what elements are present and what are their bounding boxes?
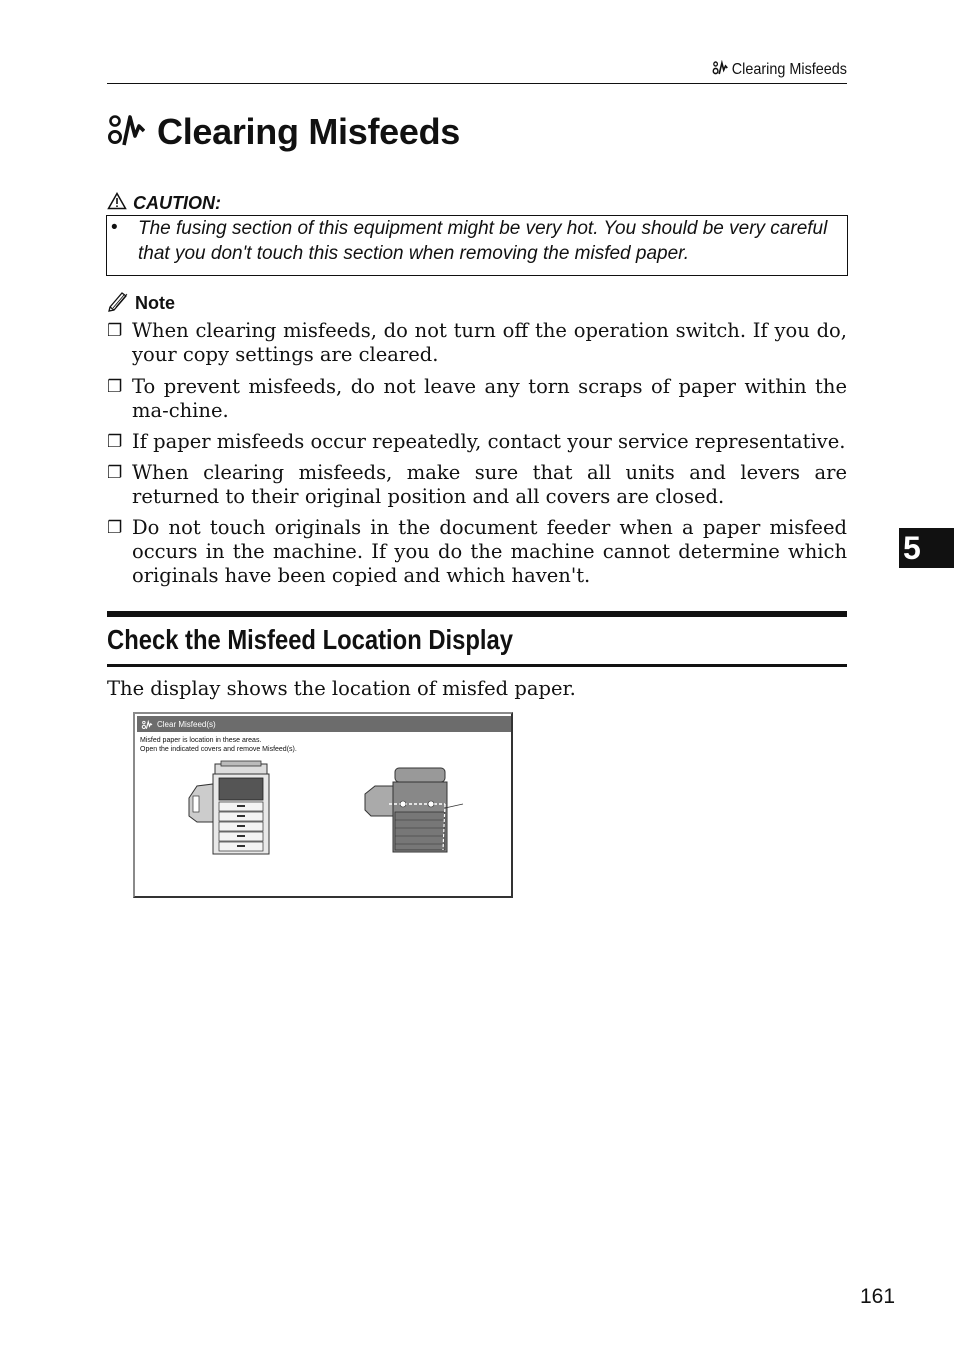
checkbox-icon: ❐: [107, 321, 123, 341]
note-item-text: When clearing misfeeds, do not turn off the operation switch. If you do, your copy settings are cleared.: [132, 319, 847, 366]
running-header: [181, 60, 847, 82]
checkbox-icon: ❐: [107, 518, 123, 538]
note-item: [107, 461, 847, 509]
chapter-tab: 5: [899, 528, 954, 568]
screen-message: [140, 736, 297, 754]
section-title: Check the Misfeed Location Display: [107, 624, 514, 655]
note-item-text: If paper misfeeds occur repeatedly, contact your service representative.: [132, 430, 846, 453]
section-body: The display shows the location of misfed paper.: [107, 677, 576, 700]
note-item-text: To prevent misfeeds, do not leave any torn scraps of paper within the ma-chine.: [132, 375, 847, 422]
page-title-text: Clearing Misfeeds: [157, 111, 460, 152]
note-item: [107, 375, 847, 423]
screen-message-line: Misfed paper is location in these areas.: [140, 737, 262, 744]
warning-triangle-icon: [107, 192, 127, 215]
screen-title: Clear Misfeed(s): [157, 719, 216, 729]
checkbox-icon: ❐: [107, 377, 123, 397]
caution-label-text: CAUTION:: [133, 192, 221, 213]
caution-bullet: •: [111, 217, 118, 238]
copier-front-illustration: [185, 760, 277, 860]
note-item: [107, 516, 847, 588]
copier-side-illustration: [361, 766, 471, 860]
page-title: [107, 110, 460, 154]
caution-label: [107, 192, 221, 214]
section-rule-bottom: [107, 664, 847, 667]
page-number: 161: [860, 1285, 896, 1308]
section-rule-top: [107, 611, 847, 617]
note-item-text: When clearing misfeeds, make sure that all units and levers are returned to their original position and all covers are closed.: [132, 461, 847, 508]
note-item: [107, 430, 847, 454]
running-header-text: Clearing Misfeeds: [731, 61, 847, 78]
caution-text: The fusing section of this equipment might be very hot. You should be very careful that you don't touch this section when removing the misfed paper.: [138, 218, 828, 264]
note-item-text: Do not touch originals in the document feeder when a paper misfeed occurs in the machine. If you do the machine cannot determine which originals have been copied and which haven't.: [132, 516, 847, 587]
note-label: [107, 291, 175, 315]
screen-title-bar: [137, 716, 511, 732]
checkbox-icon: ❐: [107, 432, 123, 452]
misfeed-display-screenshot: [133, 712, 513, 898]
screen-message-line: Open the indicated covers and remove Misfeed(s).: [140, 746, 297, 753]
note-label-text: Note: [135, 292, 175, 313]
pencil-icon: [107, 290, 131, 317]
header-rule: [107, 83, 847, 84]
misfeed-icon: [712, 60, 728, 81]
misfeed-icon: [141, 715, 153, 734]
misfeed-icon: [107, 112, 145, 153]
checkbox-icon: ❐: [107, 463, 123, 483]
note-item: [107, 319, 847, 367]
